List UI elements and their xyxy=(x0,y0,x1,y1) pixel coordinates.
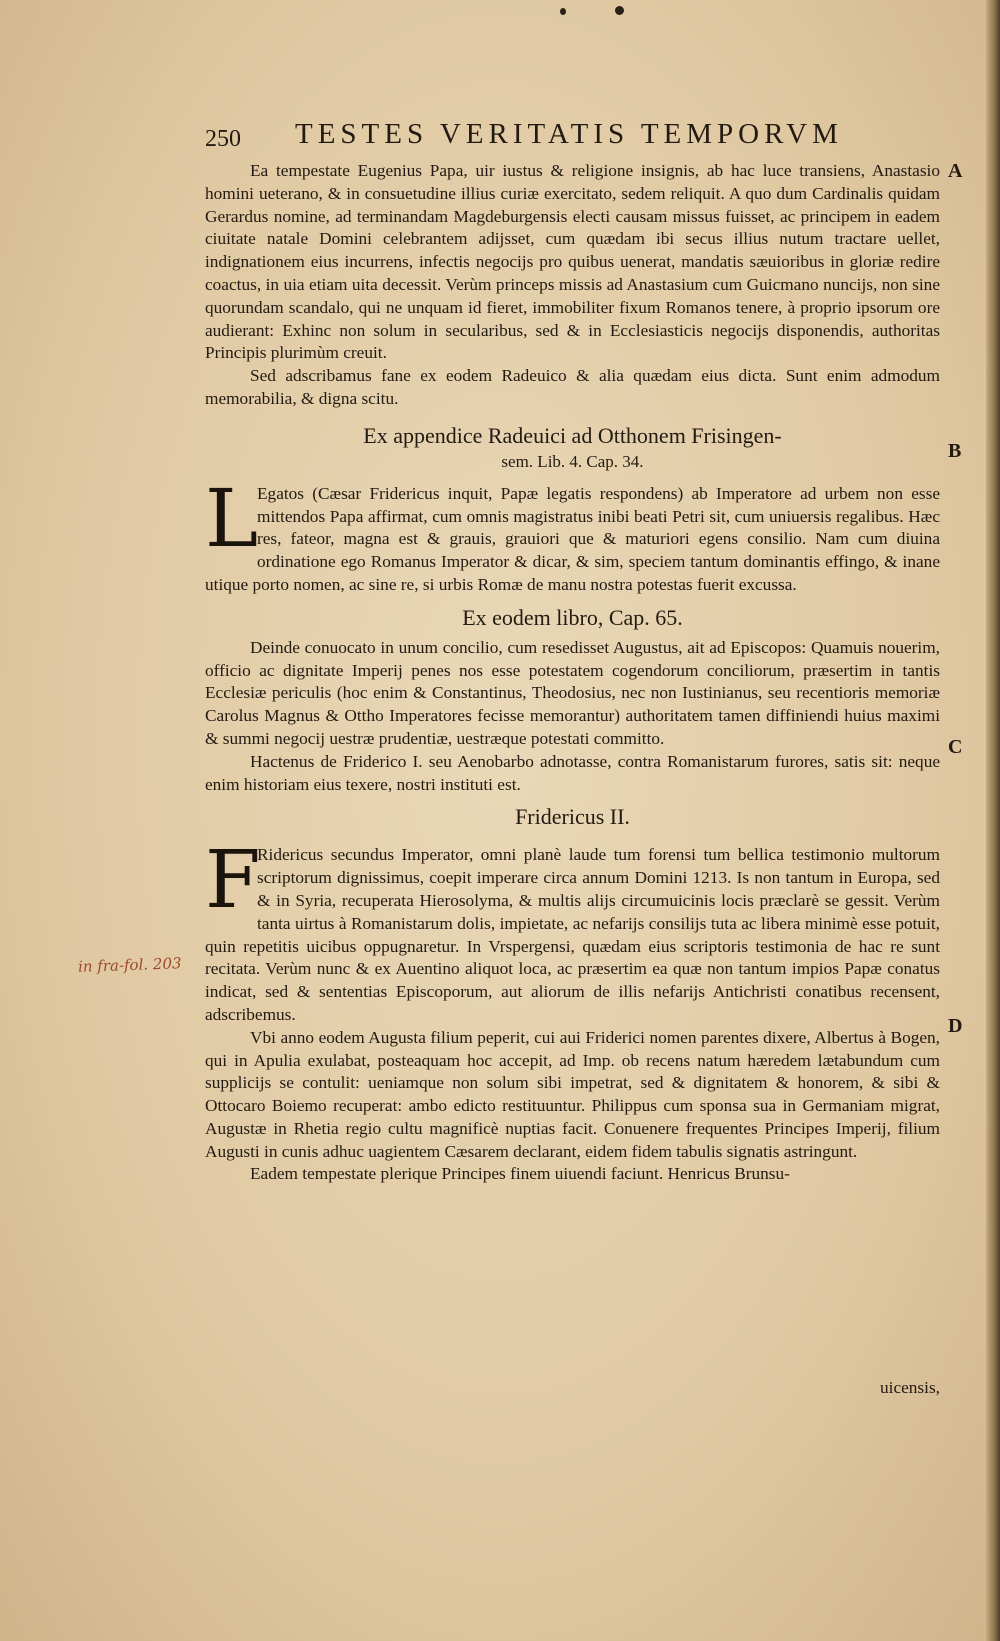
section-heading: Fridericus II. xyxy=(515,804,630,830)
handwritten-annotation: in fra-fol. 203 xyxy=(77,954,182,976)
paragraph: Egatos (Cæsar Fridericus inquit, Papæ legatis respondens) ab Imperatore ad urbem non esse mittendos Papa affirmat, cum omnis magistratus inibi beati Petri sit, cum uniuersis regalibus. Hæc res, fateor, magna est & grauis, grauiori que & maturiori egens consilio. Nam cum diuina ordinatione ego Romanus Imperator & dicar, & sim, speciem tantum dominantis effingo, & inane utique porto nomen, ac sine re, si urbis Romæ de manu nostra potestas fuerit excussa. xyxy=(205,483,940,594)
paragraph: Vbi anno eodem Augusta filium peperit, cui aui Friderici nomen parentes dixere, Albertus à Bogen, qui in Apulia exulabat, posteaquam hoc accepit, ad Imp. ob recens natum hæredem lætabundum cum supplicijs se contulit: ueniamque non solum sibi impetrat, sed & dignitatem & honorem, & sibi & Ottocaro Boiemo recuperat: ambo edicto restituuntur. Philippus cum sponsa sua in Germaniam migrat, Augustæ in Rhetia regio cultu magnificè nuptias facit. Conuenere frequentes Principes Imperij, filium Augusti in cunis adhuc uagientem Cæsarem declarant, eidem fidem tabulis signatis astringunt. xyxy=(205,1027,940,1161)
paragraph: Ea tempestate Eugenius Papa, uir iustus & religione insignis, ab hac luce transiens, Anastasio homini ueterano, & in consuetudine illius curiæ exercitato, sedem reliquit. A quo dum Cardinalis quidam Gerardus nomine, ad terminandam Magdeburgensis electi causam missus fuisset, ac principem in eadem ciuitate natale Domini celebrantem adijsset, cum quædam ibi secus illius nutum tractare uellet, indignationem eius incurrens, infectis negocijs pro quibus uenerat, mandatis sæuioribus in gloriæ redire coactus, in uia etiam uita decessit. Verùm princeps missis ad Anastasium cum Guicmano nuncijs, non sine quorundam scandalo, qui ne unquam id fieret, immobiliter fixum Romanos tenere, à proprio ipsorum ore audierant: Exhinc non solum in secularibus, sed & in Ecclesiasticis negocijs disponendis, authoritas Principis plurimùm creuit. xyxy=(205,161,940,363)
dropcap-paragraph xyxy=(205,833,940,1026)
margin-marker-c: C xyxy=(948,736,963,758)
paragraph: Sed adscribamus fane ex eodem Radeuico & alia quædam eius dicta. Sunt enim admodum memorabilia, & digna scitu. xyxy=(205,366,940,408)
section-subheading: sem. Lib. 4. Cap. 34. xyxy=(501,451,644,471)
ink-speck xyxy=(615,6,624,15)
catchword: uicensis, xyxy=(880,1378,940,1397)
main-text xyxy=(205,160,940,1186)
section-heading: Ex eodem libro, Cap. 65. xyxy=(462,604,683,630)
folio-number: 250 xyxy=(205,126,241,152)
running-title: TESTES VERITATIS TEMPORVM xyxy=(295,118,843,150)
running-head xyxy=(205,118,925,160)
paragraph: Eadem tempestate plerique Principes finem uiuendi faciunt. Henricus Brunsu- xyxy=(250,1164,790,1184)
page-edge-shadow xyxy=(986,0,1000,1641)
margin-marker-d: D xyxy=(948,1015,963,1037)
margin-marker-a: A xyxy=(948,160,963,182)
dropcap-letter: L xyxy=(205,471,259,565)
paragraph: Ridericus secundus Imperator, omni planè laude tum forensi tum bellica testimonio multorum scriptorum dignissimus, coepit imperare circa annum Domini 1213. Is non tantum in Europa, sed & in Syria, recuperata Hierosolyma, & multis alijs circumuicinis locis præclarè se gessit. Verùm tanta uirtus à Romanistarum dolis, impietate, ac nefarijs consilijs tuta ac libera minimè esse potuit, quin repetitis uicibus oppugnaretur. In Vrspergensi, quædam eius scriptoris testimonia de hac re sunt recitata. Verùm nunc & ex Auentino aliquot loca, ac præsertim ea quæ non tantum impios Papæ conatus indicat, sed & sententias Episcoporum, aut aliorum de illis nefarijs Antichristi conatibus recensent, adscribemus. xyxy=(205,845,940,1024)
dropcap-letter: F xyxy=(205,833,261,927)
ink-speck xyxy=(560,8,566,15)
section-heading: Ex appendice Radeuici ad Otthonem Frisingen- xyxy=(363,422,782,448)
paragraph: Deinde conuocato in unum concilio, cum resedisset Augustus, ait ad Episcopos: Quamuis nouerim, officio ac dignitate Imperij penes nos esse potestatem cogendorum conciliorum, præsertim in tantis Ecclesiæ periculis (hoc enim & Constantinus, Theodosius, nec non Iustinianus, seu recentioris memoriæ Carolus Magnus & Ottho Imperatores fecisse memorantur) authoritatem tamen diffiniendi huius maximi & summi negocij uestræ prudentiæ, uestræque potestati committo. xyxy=(205,637,940,748)
dropcap-paragraph xyxy=(205,471,940,597)
paragraph: Hactenus de Friderico I. seu Aenobarbo adnotasse, contra Romanistarum furores, satis sit: neque enim historiam eius texere, nostri instituti est. xyxy=(205,751,940,794)
margin-marker-b: B xyxy=(948,440,962,462)
